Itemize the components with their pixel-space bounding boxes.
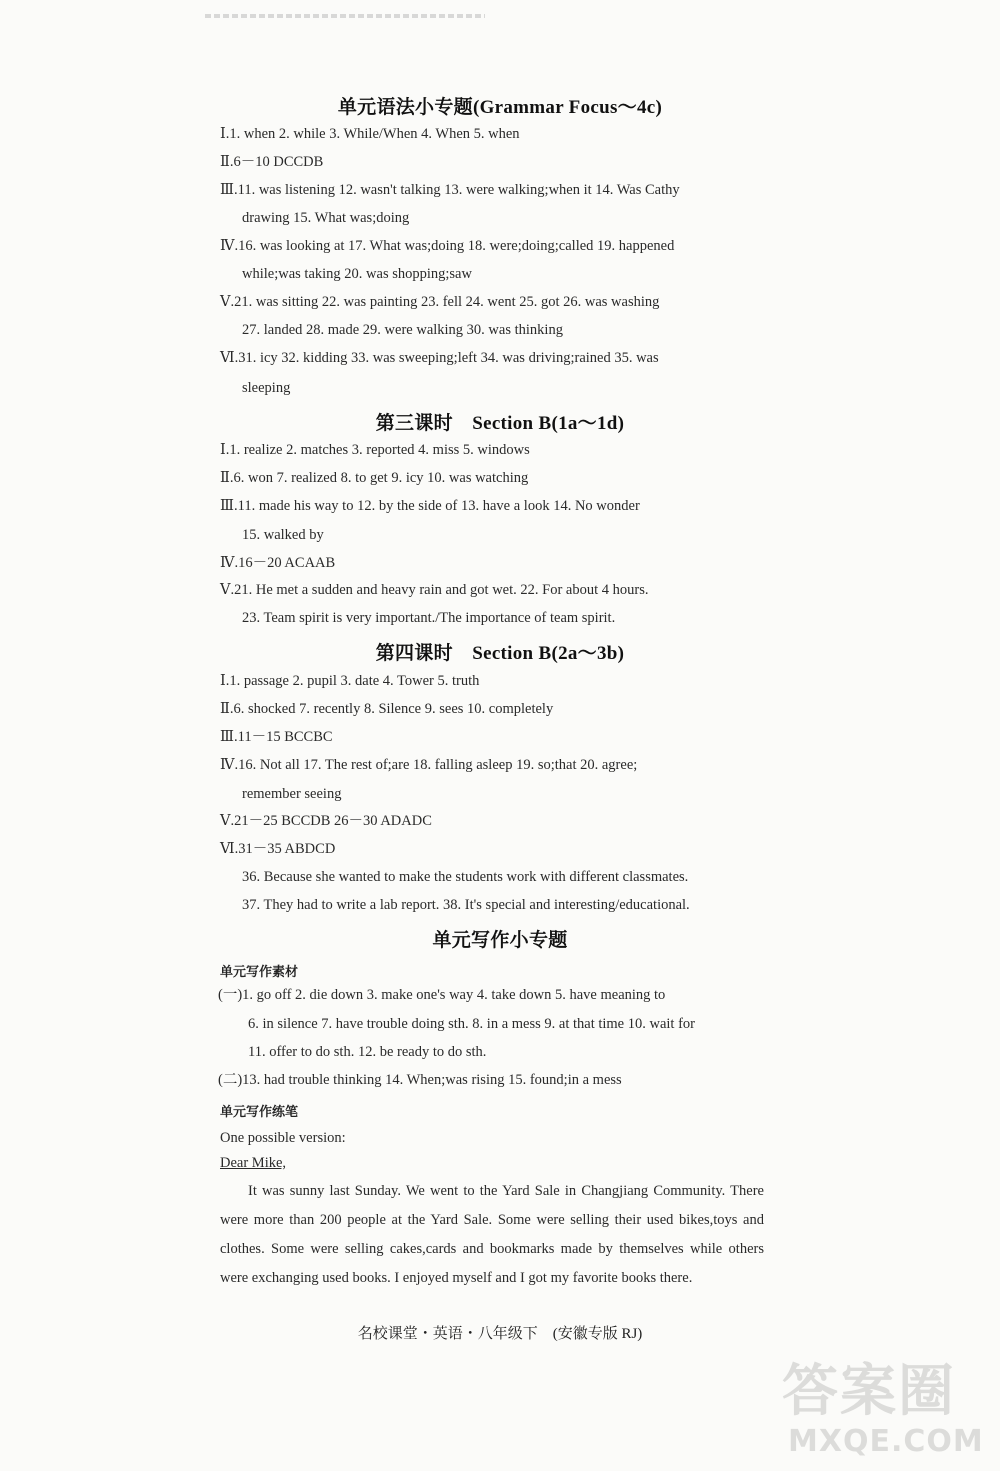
grammar-heading: 单元语法小专题(Grammar Focus～4c) bbox=[337, 97, 663, 118]
material-line: (一)1. go off 2. die down 3. make one's way 4. take down 5. have meaning to bbox=[218, 987, 666, 1003]
scan-artifact-line bbox=[205, 14, 485, 18]
answer-line: Ⅲ.11. made his way to 12. by the side of 13. have a look 14. No wonder bbox=[220, 498, 640, 514]
answer-line: 37. They had to write a lab report. 38. It's special and interesting/educational. bbox=[242, 897, 690, 913]
version-label: One possible version: bbox=[220, 1130, 346, 1146]
lesson3-heading: 第三课时 Section B(1a～1d) bbox=[375, 413, 625, 434]
answer-line: 23. Team spirit is very important./The importance of team spirit. bbox=[242, 610, 616, 626]
material-title: 单元写作素材 bbox=[220, 965, 299, 980]
letter-body: It was sunny last Sunday. We went to the Yard Sale in Changjiang Community. There were more than 200 people at the Yard Sale. Some were selling their used bikes,toys and clothes. Some were selling cakes,cards and bookmarks made by themselves while others were exchanging used books. I enjoyed myself and I got my favorite books there. bbox=[220, 1183, 764, 1286]
answer-line: Ⅳ.16－20 ACAAB bbox=[220, 555, 336, 571]
writing-heading: 单元写作小专题 bbox=[432, 930, 568, 951]
answer-line: Ⅱ.6. shocked 7. recently 8. Silence 9. sees 10. completely bbox=[220, 701, 554, 717]
answer-line: Ⅰ.1. passage 2. pupil 3. date 4. Tower 5. truth bbox=[220, 673, 480, 689]
material-line: 11. offer to do sth. 12. be ready to do sth. bbox=[248, 1044, 487, 1060]
answer-line: Ⅴ.21. He met a sudden and heavy rain and got wet. 22. For about 4 hours. bbox=[220, 582, 649, 598]
answer-line: Ⅴ.21－25 BCCDB 26－30 ADADC bbox=[220, 813, 432, 829]
answer-line: Ⅱ.6－10 DCCDB bbox=[220, 154, 324, 170]
watermark-logo bbox=[778, 1335, 988, 1465]
answer-line: 27. landed 28. made 29. were walking 30. was thinking bbox=[242, 322, 563, 338]
practice-title: 单元写作练笔 bbox=[220, 1105, 299, 1120]
answer-line: Ⅵ.31. icy 32. kidding 33. was sweeping;left 34. was driving;rained 35. was bbox=[220, 350, 659, 366]
answer-line: Ⅴ.21. was sitting 22. was painting 23. fell 24. went 25. got 26. was washing bbox=[220, 294, 660, 310]
answer-line: Ⅳ.16. was looking at 17. What was;doing 18. were;doing;called 19. happened bbox=[220, 238, 675, 254]
watermark-cn: 答案圈 bbox=[782, 1359, 956, 1424]
lesson4-heading: 第四课时 Section B(2a～3b) bbox=[375, 643, 625, 664]
answer-line: sleeping bbox=[242, 380, 291, 396]
answer-line: Ⅰ.1. when 2. while 3. While/When 4. When 5. when bbox=[220, 126, 520, 142]
answer-line: remember seeing bbox=[242, 786, 342, 802]
answer-line: Ⅳ.16. Not all 17. The rest of;are 18. falling asleep 19. so;that 20. agree; bbox=[220, 757, 638, 773]
material-line: 6. in silence 7. have trouble doing sth. 8. in a mess 9. at that time 10. wait for bbox=[248, 1016, 695, 1032]
answer-line: Ⅱ.6. won 7. realized 8. to get 9. icy 10. was watching bbox=[220, 470, 529, 486]
answer-line: Ⅲ.11－15 BCCBC bbox=[220, 729, 333, 745]
answer-line: 36. Because she wanted to make the students work with different classmates. bbox=[242, 869, 689, 885]
answer-line: while;was taking 20. was shopping;saw bbox=[242, 266, 472, 282]
answer-line: Ⅲ.11. was listening 12. wasn't talking 13. were walking;when it 14. Was Cathy bbox=[220, 182, 680, 198]
answer-line: Ⅵ.31－35 ABDCD bbox=[220, 841, 336, 857]
material-line: (二)13. had trouble thinking 14. When;was rising 15. found;in a mess bbox=[218, 1072, 622, 1088]
watermark-url: MXQE.COM bbox=[788, 1424, 984, 1459]
answer-line: Ⅰ.1. realize 2. matches 3. reported 4. miss 5. windows bbox=[220, 442, 530, 458]
letter-salutation: Dear Mike, bbox=[220, 1155, 287, 1171]
page-footer: 名校课堂・英语・八年级下 (安徽专版 RJ) bbox=[357, 1326, 643, 1342]
answer-line: drawing 15. What was;doing bbox=[242, 210, 410, 226]
answer-line: 15. walked by bbox=[242, 527, 324, 543]
